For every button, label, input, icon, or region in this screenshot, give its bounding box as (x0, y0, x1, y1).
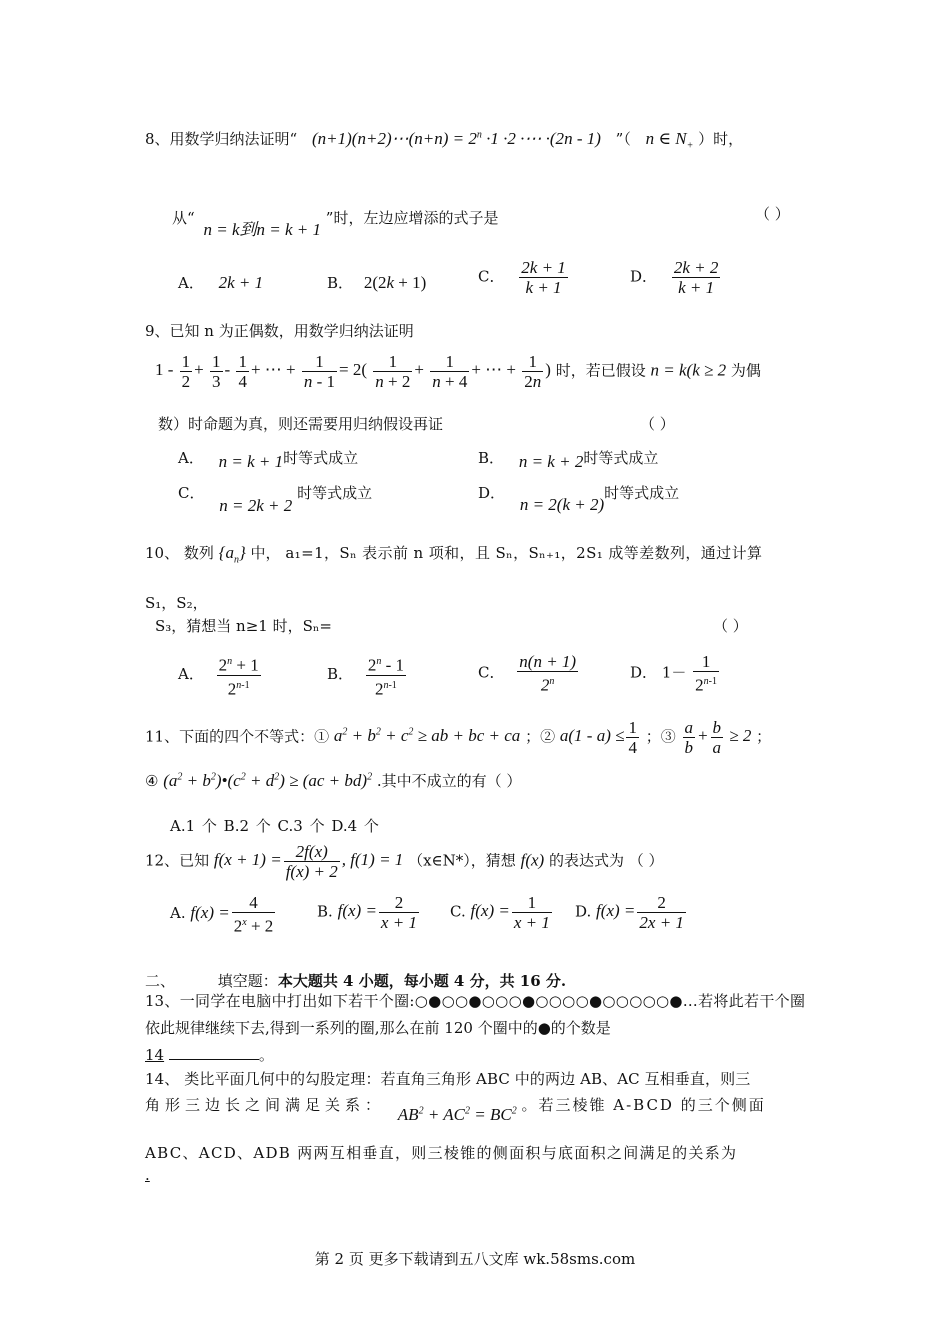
q8-option-a (178, 272, 263, 293)
q14-line3: ABC、ACD、ADB 两两互相垂直，则三棱锥的侧面积与底面积之间满足的关系为 (145, 1144, 738, 1162)
q9-line3: 数）时命题为真，则还需要用归纳假设再证 (158, 415, 444, 433)
q14-line2-b: 。若三棱锥 A-BCD 的三个侧面 (521, 1096, 766, 1114)
q9-answer-paren: （ ） (640, 415, 675, 433)
q8-option-d-label: D． (630, 267, 658, 286)
q9-option-a-label: A． (178, 449, 204, 467)
q10-stem-b: 中， (250, 544, 281, 562)
q11-sep3: ； (756, 727, 772, 746)
q8-line2-b: ”时，左边应增添的式子是 (325, 209, 499, 227)
q8-stem-c: ）时， (698, 130, 744, 148)
q11-ineq3: $\frac{a}{b}$ + $\frac{b}{a}$ ≥ 2 (684, 718, 752, 757)
section2-label: 二、 (145, 972, 176, 990)
q10-option-b-frac: $\frac{2^n - 1}{2^{n-1}}$ (366, 652, 406, 698)
q10-option-c-label: C． (478, 663, 505, 682)
q12-option-c-label: C. (450, 902, 466, 921)
q9-option-b-label: B． (478, 449, 505, 467)
q8-stem-b: ”（ (615, 130, 631, 148)
section2-bold: 本大题共 4 小题，每小题 4 分，共 16 分. (277, 972, 567, 990)
q10-sequence: $\{a_n\}$ (218, 543, 246, 566)
q9-option-d-expr: n = 2(k + 2) (519, 495, 605, 514)
q12-fx: f(x) (520, 850, 545, 870)
q11-ineq4: ($a^2$ + $b^2)•(c^2 + d^2) \ge (ac + bd)^2$ (163, 771, 373, 790)
q9-option-c (178, 482, 373, 515)
q12-option-b (317, 893, 421, 932)
q14-line1: 14、 类比平面几何中的勾股定理：若直角三角形 ABC 中的两边 AB、AC 互相垂直，则三 (145, 1070, 751, 1088)
q9-option-d-label: D． (478, 484, 506, 502)
q10-option-c (478, 652, 580, 695)
q12-option-a (170, 893, 277, 936)
q8-option-b (327, 272, 426, 293)
q9-option-c-expr: n = 2k + 2 (219, 496, 293, 515)
q12-cond: （x∈N*），猜想 (408, 851, 516, 870)
q12-option-d (575, 893, 688, 932)
q8-option-c-frac: $\frac{2k + 1}{k + 1}$ (521, 258, 566, 297)
q8-option-b-expr: 2(2k + 1) (363, 273, 427, 292)
q11-line2-a: ④ (145, 772, 159, 790)
q8-option-a-expr: 2k + 1 (218, 273, 264, 292)
q11-line2-b: .其中不成立的有（ ） (376, 772, 522, 790)
q12-option-a-label: A. (170, 904, 186, 923)
q9-option-c-label: C． (178, 484, 205, 502)
q11-stem-text: 11、下面的四个不等式：① (145, 727, 330, 746)
q11-options: A.1 个 B.2 个 C.3 个 D.4 个 (170, 817, 379, 835)
q9-option-d (478, 482, 680, 514)
q9-stem: 9、已知 n 为正偶数，用数学归纳法证明 (145, 322, 414, 340)
q12-option-d-expr: f(x) = $\frac{2}{2x + 1}$ (596, 893, 684, 932)
q14-line2 (145, 1094, 805, 1124)
q12-option-b-label: B. (317, 902, 333, 921)
q8-formula: (n+1)(n+2)⋯(n+n) = $2^n \cdot 1 \cdot 2$ ·⋯ ·(2n - 1) (312, 129, 601, 148)
q8-option-d-frac: $\frac{2k + 2}{k + 1}$ (673, 258, 719, 297)
q12-option-c-expr: f(x) = $\frac{1}{x + 1}$ (470, 893, 550, 932)
q10-option-b (327, 652, 408, 698)
q10-option-b-label: B． (327, 665, 354, 684)
q11-sep2: ；③ (645, 727, 676, 746)
q8-option-c (478, 258, 570, 297)
q13-text: 13、一同学在电脑中打出如下若干个圈:○●○○●○○○●○○○○●○○○○○●…若将此若干个圈依此规律继续下去,得到一系列的圈,那么在前 120 个圈中的●的个数是 (145, 992, 805, 1037)
q10-option-d-pre: 1－ (661, 663, 687, 682)
q10-option-c-frac: $\frac{n(n + 1)}{2^n}$ (519, 652, 577, 695)
q10-stem-a: 10、 数列 (145, 544, 214, 562)
q8-line2-formula: n = k到n = k + 1 (203, 220, 321, 239)
q8-option-c-label: C． (478, 267, 505, 286)
q11-ineq1: $a^2 + b^2 + c^2$ ≥ ab + bc + ca (333, 726, 521, 746)
q8-line2-a: 从“ (172, 209, 195, 227)
q10-line3: S₃，猜想当 n≥1 时，Sₙ= (155, 617, 332, 635)
q10-stem (145, 542, 805, 565)
q8-option-d (630, 258, 722, 297)
q10-option-a-label: A． (178, 665, 204, 684)
q12-option-b-expr: f(x) = $\frac{2}{x + 1}$ (337, 893, 417, 932)
q12-recurrence: f(x + 1) = $\frac{2f(x)}{f(x) + 2}$ , f(1) = 1 (213, 842, 404, 881)
q10-option-a (178, 652, 263, 698)
q14-line2-a: 角形三边长之间满足关系： (145, 1096, 386, 1114)
q12-option-a-expr: f(x) = $\frac{4}{2^x + 2}$ (190, 893, 274, 936)
q10-option-d (630, 652, 721, 695)
q11-sep1: ；② (525, 727, 556, 746)
q8-stem-a: 8、用数学归纳法证明“ (145, 130, 298, 148)
q10-option-a-frac: $\frac{2^n + 1}{2^{n-1}}$ (217, 652, 261, 698)
q13-blank (169, 1045, 259, 1060)
q9-hypothesis: n = k(k ≥ 2 (650, 360, 727, 380)
q8-cond: n ∈ $N_+$ (645, 129, 694, 152)
q12-option-c (450, 893, 554, 932)
q9-option-a-expr: n = k + 1 (218, 452, 284, 471)
q9-option-b-text: 时等式成立 (583, 449, 659, 467)
q9-option-a-text: 时等式成立 (283, 449, 359, 467)
q9-formula-line (155, 352, 761, 391)
q11-ineq2: a(1 - a) ≤ $\frac{1}{4}$ (559, 718, 637, 757)
q8-stem (145, 128, 743, 151)
q12-tail: 的表达式为 （ ） (548, 851, 664, 870)
q9-option-d-text: 时等式成立 (604, 484, 680, 502)
q10-stem-c: a₁=1，Sₙ 表示前 n 项和，且 Sₙ，Sₙ₊₁，2S₁ 成等差数列，通过计算 (285, 544, 763, 562)
q12-option-d-label: D. (575, 902, 592, 921)
q9-option-b-expr: n = k + 2 (518, 452, 584, 471)
q10-option-d-frac: $\frac{1}{2^{n-1}}$ (695, 652, 717, 695)
q9-option-c-text: 时等式成立 (297, 484, 373, 502)
q9-option-a (178, 447, 359, 471)
q11-stem (145, 718, 771, 757)
page-footer: 第 2 页 更多下载请到五八文库 wk.58sms.com (314, 1250, 636, 1268)
q13-answer: 14 (145, 1046, 165, 1064)
q12-stem (145, 842, 664, 881)
q8-option-b-label: B． (327, 274, 354, 292)
q8-line2 (172, 203, 499, 239)
q9-tail3: 为偶 (730, 361, 761, 380)
q8-option-a-label: A． (178, 274, 204, 292)
q14-line4: . (145, 1166, 150, 1184)
q10-answer-paren: （ ） (713, 617, 748, 635)
q9-option-b (478, 447, 659, 471)
q10-line2: S₁，S₂， (145, 594, 208, 612)
q11-line2 (145, 770, 521, 791)
q14-formula: $AB^2 + AC^2 = BC^2$ (397, 1105, 517, 1124)
q9-formula: 1 - $\frac{1}{2}$ + $\frac{1}{3}$ - $\frac{1}{4}$ + ⋯ + $\frac{1}{n - 1}$ = 2( $\frac{1}{n + 2}$ + $\frac{1}{n + 4}$ + ⋯ + $\frac{1}{2n}$ ) (155, 352, 551, 391)
q9-tail: 时，若已假设 (555, 361, 646, 380)
q8-answer-paren: （ ） (755, 205, 790, 223)
section2-title: 填空题： (217, 972, 278, 990)
q12-stem-text: 12、已知 (145, 851, 210, 870)
q10-option-d-label: D． (630, 663, 658, 682)
q13-end: 。 (258, 1046, 274, 1064)
q13 (145, 988, 805, 1069)
